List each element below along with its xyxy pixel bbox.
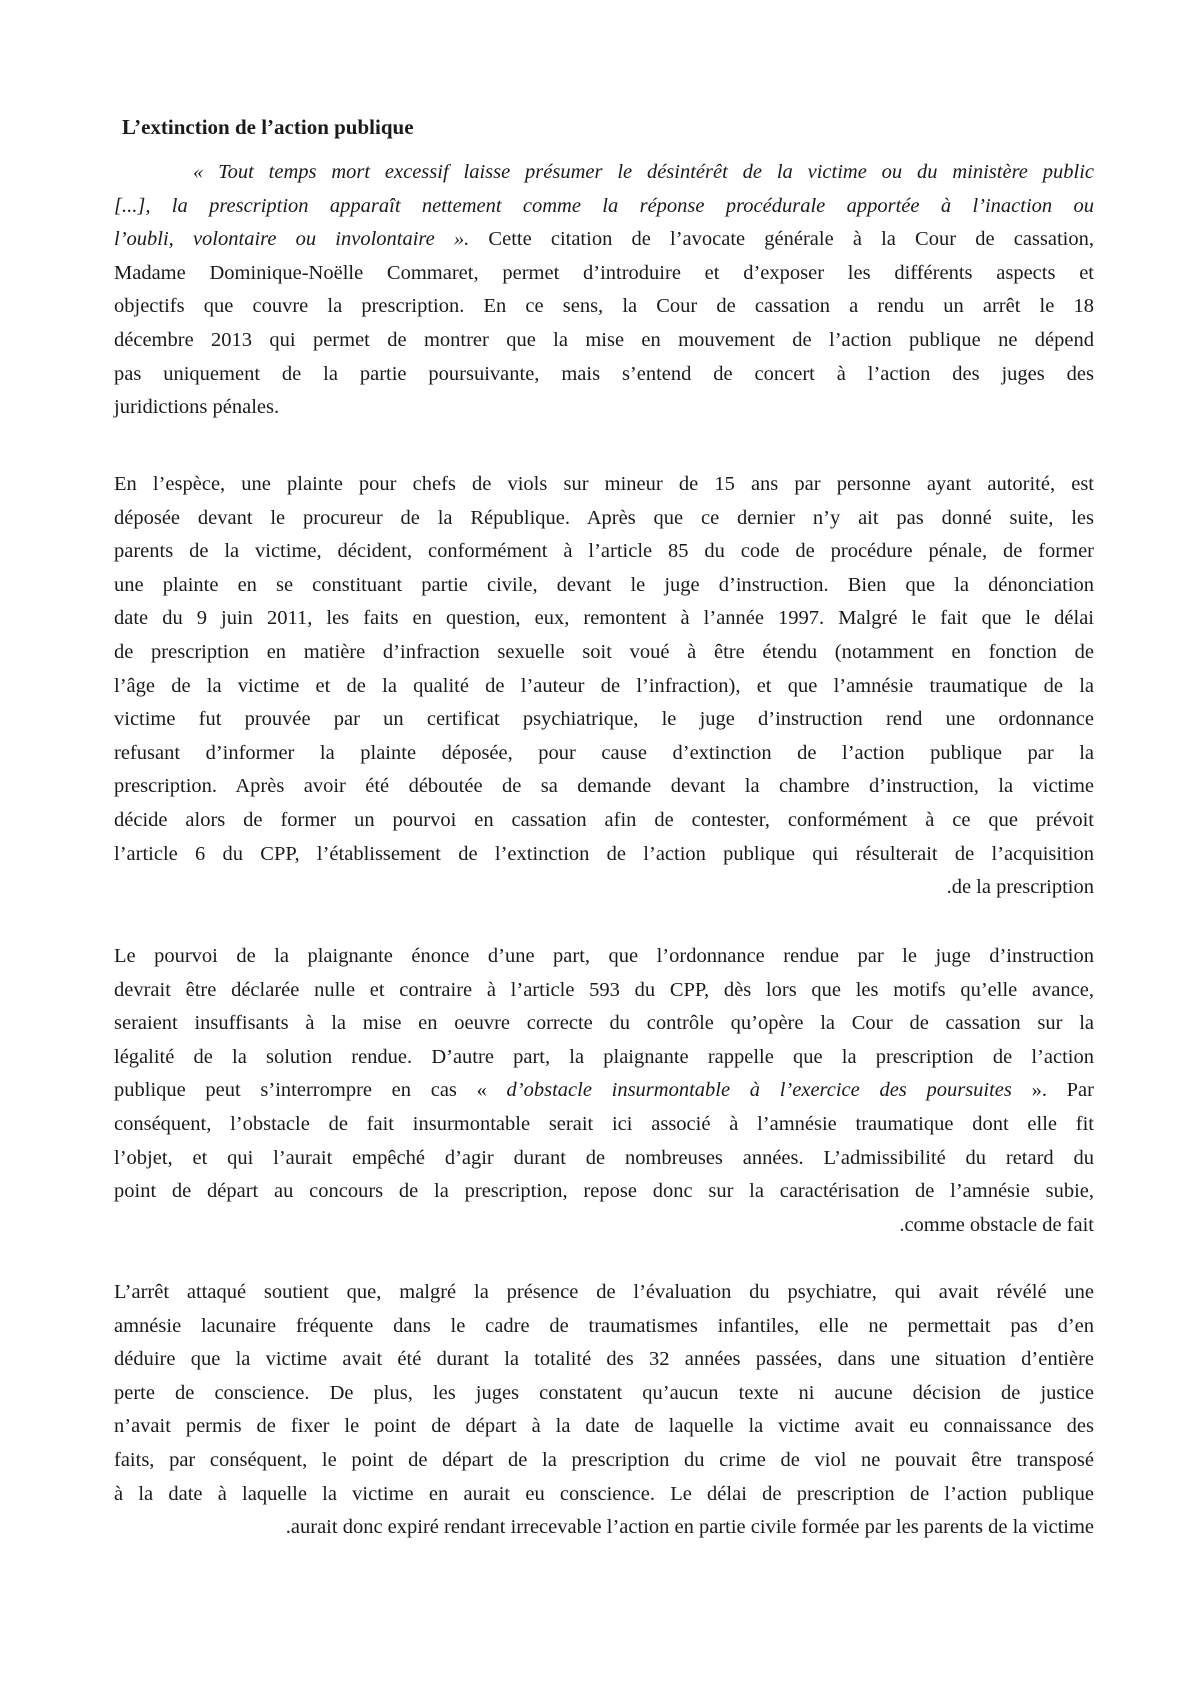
text-segment: refusant d’informer la plainte déposée, pour cause d’extinction de l’action publique par la <box>114 741 1094 764</box>
text-segment: devrait être déclarée nulle et contraire à l’article 593 du CPP, dès lors que les motifs qu’elle avance, <box>114 978 1094 1001</box>
text-segment: perte de conscience. De plus, les juges constatent qu’aucun texte ni aucune décision de justice <box>114 1381 1094 1404</box>
text-segment: décide alors de former un pourvoi en cassation afin de contester, conformément à ce que prévoit <box>114 808 1094 831</box>
text-line <box>114 1478 1094 1512</box>
text-line <box>114 838 1094 872</box>
text-segment: objectifs que couvre la prescription. En ce sens, la Cour de cassation a rendu un arrêt le 18 <box>114 295 1094 318</box>
text-line <box>114 190 1094 224</box>
text-segment: déposée devant le procureur de la République. Après que ce dernier n’y ait pas donné suite, les <box>114 506 1094 529</box>
text-line <box>114 602 1094 636</box>
paragraph-appeal-arguments <box>114 940 1094 1242</box>
text-line <box>114 257 1094 291</box>
text-line <box>114 974 1094 1008</box>
text-segment: point de départ au concours de la prescription, repose donc sur la caractérisation de l’amnésie subie, <box>114 1180 1094 1203</box>
text-segment: conséquent, l’obstacle de fait insurmontable serait ici associé à l’amnésie traumatique dont elle fit <box>114 1112 1094 1135</box>
text-segment: juridictions pénales. <box>114 396 280 419</box>
text-segment: L’arrêt attaqué soutient que, malgré la présence de l’évaluation du psychiatre, qui avait révélé une <box>114 1281 1094 1303</box>
text-segment: l’âge de la victime et de la qualité de l’auteur de l’infraction), et que l’amnésie traumatique de la <box>114 674 1094 697</box>
text-line <box>114 535 1094 569</box>
text-segment: prescription. Après avoir été déboutée de sa demande devant la chambre d’instruction, la victime <box>114 775 1094 798</box>
text-segment: décembre 2013 qui permet de montrer que la mise en mouvement de l’action publique ne dépend <box>114 328 1094 351</box>
text-line <box>114 569 1094 603</box>
text-line <box>114 290 1094 324</box>
text-line <box>114 223 1094 257</box>
text-segment: n’avait permis de fixer le point de départ à la date de laquelle la victime avait eu connaissance des <box>114 1415 1094 1438</box>
text-segment: parents de la victime, décident, conformément à l’article 85 du code de procédure pénale, de former <box>114 540 1094 563</box>
text-line <box>114 804 1094 838</box>
text-segment: En l’espèce, une plainte pour chefs de viols sur mineur de 15 ans par personne ayant autorité, est <box>114 473 1094 495</box>
text-segment: seraient insuffisants à la mise en oeuvre correcte du contrôle qu’opère la Cour de cassation sur la <box>114 1012 1094 1035</box>
document-title: L’extinction de l’action publique <box>122 115 414 139</box>
text-line <box>114 1074 1094 1108</box>
text-line <box>114 1377 1094 1411</box>
text-segment: de prescription en matière d’infraction sexuelle soit voué à être étendu (notamment en fonction de <box>114 640 1094 663</box>
text-segment: l’article 6 du CPP, l’établissement de l’extinction de l’action publique qui résulterait de l’acquisition <box>114 842 1094 865</box>
text-line <box>114 1041 1094 1075</box>
text-line <box>114 770 1094 804</box>
text-line <box>114 1175 1094 1209</box>
text-segment: pas uniquement de la partie poursuivante, mais s’entend de concert à l’action des juges des <box>114 362 1094 385</box>
text-segment: à la date à laquelle la victime en aurait eu conscience. Le délai de prescription de l’action publique <box>114 1482 1094 1505</box>
text-line <box>114 1209 1094 1243</box>
text-line <box>114 324 1094 358</box>
text-segment: victime fut prouvée par un certificat psychiatrique, le juge d’instruction rend une ordonnance <box>114 708 1094 731</box>
text-segment: Le pourvoi de la plaignante énonce d’une part, que l’ordonnance rendue par le juge d’instruction <box>114 945 1094 967</box>
text-segment: légalité de la solution rendue. D’autre part, la plaignante rappelle que la prescription de l’action <box>114 1045 1094 1068</box>
text-line <box>114 468 1094 502</box>
text-segment: .comme obstacle de fait <box>899 1213 1094 1236</box>
text-line <box>114 391 1094 425</box>
text-segment: amnésie lacunaire fréquente dans le cadre de traumatismes infantiles, elle ne permettait pas d’en <box>114 1314 1094 1337</box>
text-line <box>114 1142 1094 1176</box>
text-line <box>114 1276 1094 1310</box>
text-line <box>114 1410 1094 1444</box>
italic-text-segment: « Tout temps mort excessif laisse présumer le désintérêt de la victime ou du ministère public <box>193 161 1094 183</box>
text-line <box>114 502 1094 536</box>
text-line <box>114 1007 1094 1041</box>
paragraph-contested-ruling <box>114 1276 1094 1545</box>
text-segment: déduire que la victime avait été durant la totalité des 32 années passées, dans une situation d’entière <box>114 1348 1094 1371</box>
paragraph-facts <box>114 468 1094 905</box>
italic-text-segment: l’oubli, volontaire ou involontaire ». <box>114 228 470 251</box>
text-line <box>114 1343 1094 1377</box>
text-line <box>114 156 1094 190</box>
text-segment: une plainte en se constituant partie civile, devant le juge d’instruction. Bien que la dénonciation <box>114 573 1094 596</box>
paragraph-introduction <box>114 156 1094 425</box>
text-segment: publique peut s’interrompre en cas « <box>114 1079 507 1102</box>
text-segment: date du 9 juin 2011, les faits en question, eux, remontent à l’année 1997. Malgré le fait que le délai <box>114 607 1094 630</box>
text-segment: .aurait donc expiré rendant irrecevable l’action en partie civile formée par les parents de la victime <box>285 1516 1094 1539</box>
text-line <box>114 940 1094 974</box>
text-segment: l’objet, et qui l’aurait empêché d’agir durant de nombreuses années. L’admissibilité du retard du <box>114 1146 1094 1169</box>
text-line <box>114 1108 1094 1142</box>
text-segment: ». Par <box>1011 1079 1094 1102</box>
text-line <box>114 670 1094 704</box>
text-segment: Cette citation de l’avocate générale à la Cour de cassation, <box>469 228 1094 251</box>
text-line <box>114 737 1094 771</box>
text-line <box>114 703 1094 737</box>
text-line <box>114 636 1094 670</box>
text-segment: .de la prescription <box>946 876 1094 899</box>
text-line <box>114 1511 1094 1545</box>
text-segment: faits, par conséquent, le point de départ de la prescription du crime de viol ne pouvait être transposé <box>114 1448 1094 1471</box>
text-line <box>114 871 1094 905</box>
text-line <box>114 1310 1094 1344</box>
italic-text-segment: d’obstacle insurmontable à l’exercice des poursuites <box>506 1079 1012 1102</box>
text-line <box>114 358 1094 392</box>
italic-text-segment: [...], la prescription apparaît nettement comme la réponse procédurale apportée à l’inaction ou <box>114 194 1094 217</box>
text-segment: Madame Dominique-Noëlle Commaret, permet d’introduire et d’exposer les différents aspects et <box>114 261 1094 284</box>
text-line <box>114 1444 1094 1478</box>
